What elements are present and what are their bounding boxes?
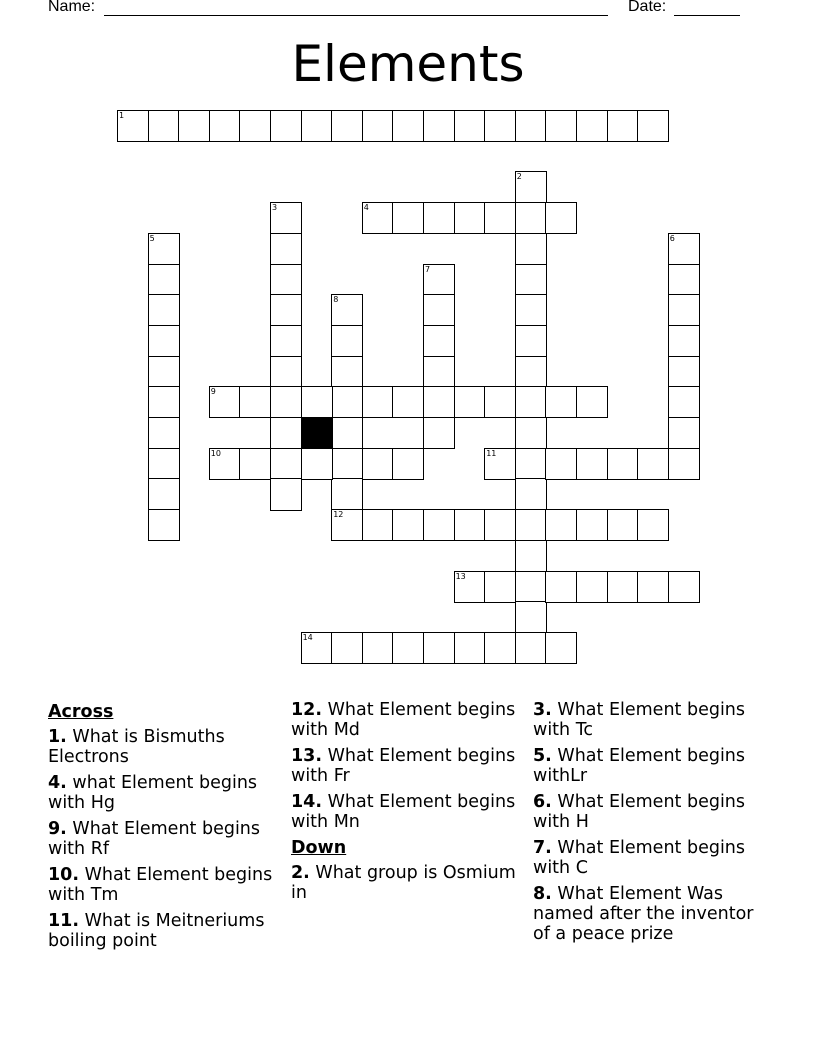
grid-cell[interactable] [454,110,486,142]
grid-cell[interactable] [270,478,302,510]
clue-item [291,746,527,786]
across-heading: Across [48,702,114,722]
clue-number-label: 12. [291,700,323,720]
clue-item [291,863,527,903]
grid-cell[interactable] [484,632,516,664]
grid-cell[interactable] [239,448,271,480]
grid-cell[interactable] [515,233,547,265]
clue-text: What Element begins with Fr [291,746,516,786]
grid-cell[interactable] [484,202,516,234]
clue-item [48,727,284,767]
clue-number-label: 13. [291,746,323,766]
clue-number: 7 [425,264,431,274]
grid-cell[interactable] [392,110,424,142]
grid-cell[interactable] [423,325,455,357]
clue-text: What group is Osmium in [291,863,516,903]
clue-number-label: 14. [291,792,323,812]
clue-item [48,911,284,951]
down-heading: Down [291,838,347,858]
grid-cell[interactable] [668,448,700,480]
grid-cell[interactable] [301,448,333,480]
clue-number-label: 6. [533,792,552,812]
grid-cell[interactable] [423,356,455,388]
grid-cell[interactable] [270,110,302,142]
grid-cell[interactable] [270,325,302,357]
clue-item [48,865,284,905]
grid-cell[interactable] [331,294,363,326]
grid-cell[interactable] [423,202,455,234]
grid-cell[interactable] [239,386,271,418]
grid-cell[interactable] [301,110,333,142]
grid-cell[interactable] [515,509,547,541]
grid-cell[interactable] [637,448,669,480]
clue-number: 5 [149,233,155,243]
grid-cell[interactable] [209,386,241,418]
grid-cell[interactable] [270,264,302,296]
clue-number: 10 [210,448,221,458]
grid-cell[interactable] [668,417,700,449]
grid-cell[interactable] [362,202,394,234]
grid-cell[interactable] [576,386,608,418]
grid-cell[interactable] [668,571,700,603]
clue-number: 11 [486,448,497,458]
grid-cell[interactable] [545,386,577,418]
grid-cell[interactable] [607,571,639,603]
grid-cell[interactable] [637,571,669,603]
grid-cell[interactable] [515,202,547,234]
grid-cell[interactable] [545,448,577,480]
grid-cell[interactable] [454,509,486,541]
clue-number-label: 4. [48,773,67,793]
grid-cell[interactable] [239,110,271,142]
clue-item [533,746,769,786]
grid-cell[interactable] [515,356,547,388]
clue-text: What Element begins with Tm [48,865,273,905]
grid-cell[interactable] [515,601,547,633]
grid-cell[interactable] [331,110,363,142]
grid-cell[interactable] [148,356,180,388]
grid-cell[interactable] [331,356,363,388]
grid-cell[interactable] [331,325,363,357]
clue-text: What Element begins with Mn [291,792,516,832]
grid-cell[interactable] [270,417,302,449]
grid-cell[interactable] [270,202,302,234]
clue-item [533,792,769,832]
clue-column-1 [48,700,284,957]
grid-cell[interactable] [392,448,424,480]
grid-cell[interactable] [545,110,577,142]
clue-column-3 [533,700,769,950]
grid-cell[interactable] [454,571,486,603]
clue-number-label: 2. [291,863,310,883]
grid-cell[interactable] [331,448,363,480]
grid-cell[interactable] [148,448,180,480]
grid-cell[interactable] [637,509,669,541]
clue-number-label: 3. [533,700,552,720]
grid-cell[interactable] [545,632,577,664]
clue-number: 2 [516,172,522,182]
grid-cell[interactable] [576,571,608,603]
grid-cell[interactable] [576,110,608,142]
clue-number: 12 [333,510,344,520]
clue-number: 4 [363,203,369,213]
clue-text: What Element begins with H [533,792,746,832]
grid-cell[interactable] [148,264,180,296]
grid-cell[interactable] [484,571,516,603]
grid-cell[interactable] [148,509,180,541]
grid-cell[interactable] [270,386,302,418]
grid-cell[interactable] [607,110,639,142]
grid-cell[interactable] [362,509,394,541]
grid-cell[interactable] [148,110,180,142]
grid-cell[interactable] [148,233,180,265]
puzzle-title: Elements [291,35,525,93]
grid-cell[interactable] [423,632,455,664]
grid-cell[interactable] [301,632,333,664]
grid-cell[interactable] [423,417,455,449]
clue-number: 8 [333,295,339,305]
clue-item [291,700,527,740]
grid-cell[interactable] [668,294,700,326]
grid-cell[interactable] [362,110,394,142]
grid-cell[interactable] [668,233,700,265]
grid-cell[interactable] [392,509,424,541]
clue-number-label: 8. [533,884,552,904]
clue-number-label: 10. [48,865,80,885]
clue-text: What Element begins with Md [291,700,516,740]
grid-cell[interactable] [270,448,302,480]
clue-item [533,700,769,740]
grid-cell[interactable] [545,202,577,234]
grid-cell[interactable] [515,325,547,357]
grid-cell[interactable] [454,202,486,234]
grid-cell[interactable] [117,110,149,142]
clue-text: What Element begins with Rf [48,819,261,859]
grid-cell[interactable] [362,386,394,418]
clue-text: What Element begins withLr [533,746,746,786]
clue-item [291,792,527,832]
clue-item [533,838,769,878]
grid-cell[interactable] [331,417,363,449]
grid-cell[interactable] [423,294,455,326]
grid-cell[interactable] [301,386,333,418]
clue-text: What Element Was named after the inventor of a peace prize [533,884,754,944]
grid-cell[interactable] [148,325,180,357]
grid-cell[interactable] [423,509,455,541]
grid-cell[interactable] [545,509,577,541]
grid-cell[interactable] [515,171,547,203]
clue-text: What Element begins with C [533,838,746,878]
grid-cell[interactable] [668,356,700,388]
grid-cell[interactable] [607,448,639,480]
clue-number-label: 7. [533,838,552,858]
grid-cell[interactable] [515,110,547,142]
grid-cell[interactable] [148,417,180,449]
grid-cell[interactable] [331,632,363,664]
grid-cell[interactable] [607,509,639,541]
grid-cell[interactable] [515,386,547,418]
grid-cell[interactable] [270,356,302,388]
clue-text: What is Meitneriums boiling point [48,911,265,951]
clue-number: 13 [455,571,466,581]
grid-cell[interactable] [331,478,363,510]
grid-cell[interactable] [515,448,547,480]
clue-item [533,884,769,944]
grid-cell[interactable] [515,264,547,296]
grid-cell[interactable] [637,110,669,142]
grid-cell[interactable] [331,509,363,541]
grid-cell[interactable] [484,448,516,480]
grid-cell[interactable] [668,386,700,418]
grid-cell[interactable] [423,386,455,418]
grid-cell[interactable] [515,478,547,510]
grid-cell[interactable] [668,325,700,357]
grid-cell[interactable] [331,386,363,418]
grid-cell[interactable] [178,110,210,142]
clue-number-label: 9. [48,819,67,839]
grid-cell[interactable] [454,632,486,664]
grid-cell[interactable] [515,294,547,326]
grid-cell[interactable] [270,294,302,326]
clue-number-label: 5. [533,746,552,766]
grid-cell[interactable] [209,448,241,480]
grid-cell[interactable] [362,448,394,480]
grid-cell[interactable] [392,386,424,418]
grid-cell[interactable] [484,509,516,541]
grid-cell[interactable] [148,386,180,418]
clue-number: 14 [302,632,313,642]
grid-cell[interactable] [270,233,302,265]
grid-cell[interactable] [148,478,180,510]
grid-cell[interactable] [423,264,455,296]
grid-cell[interactable] [515,571,547,603]
date-label: Date: [628,0,667,15]
grid-cell[interactable] [668,264,700,296]
grid-cell[interactable] [515,417,547,449]
clue-text: What Element begins with Tc [533,700,746,740]
grid-cell[interactable] [576,509,608,541]
grid-cell[interactable] [484,386,516,418]
grid-cell[interactable] [454,386,486,418]
grid-cell[interactable] [515,632,547,664]
grid-cell[interactable] [576,448,608,480]
clue-column-2 [291,700,527,909]
grid-cell[interactable] [148,294,180,326]
grid-cell[interactable] [392,202,424,234]
clue-item [48,819,284,859]
grid-cell[interactable] [392,632,424,664]
grid-cell[interactable] [362,632,394,664]
grid-cell[interactable] [209,110,241,142]
grid-cell[interactable] [545,571,577,603]
clue-number-label: 1. [48,727,67,747]
clue-number: 3 [272,203,278,213]
black-cell [301,417,333,449]
grid-cell[interactable] [484,110,516,142]
clue-text: What is Bismuths Electrons [48,727,225,767]
clue-number: 6 [669,233,675,243]
clue-text: what Element begins with Hg [48,773,258,813]
grid-cell[interactable] [423,110,455,142]
name-label: Name: [48,0,96,15]
clue-number-label: 11. [48,911,80,931]
clue-number: 1 [119,111,125,120]
grid-cell[interactable] [515,540,547,572]
clue-item [48,773,284,813]
clue-number: 9 [210,387,216,397]
